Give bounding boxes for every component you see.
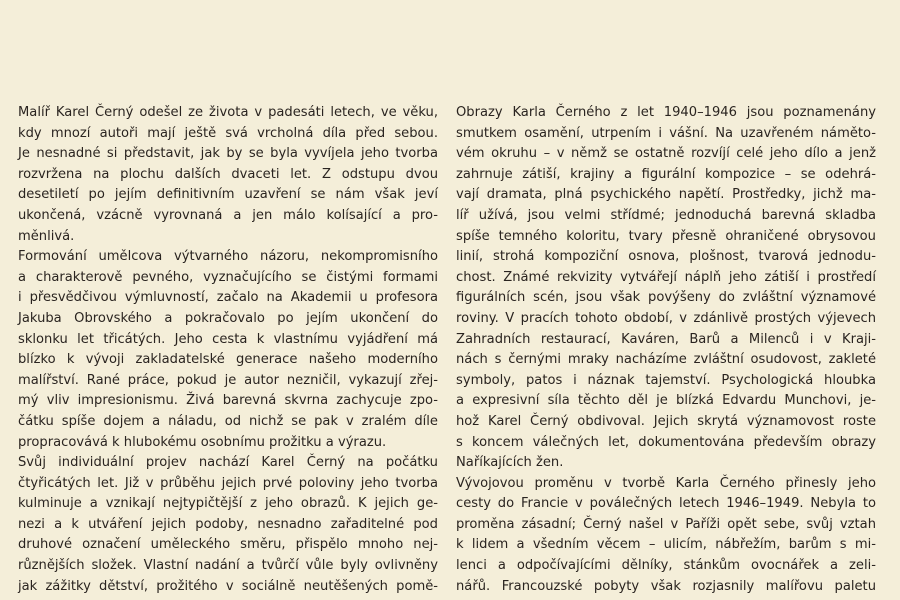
text-line: a expresivní síla těchto děl je blízká Edvardu Munchovi, je- [456,393,876,409]
text-line: vém okruhu – v němž se ostatně rozvíjí celé jeho dílo a jenž [456,146,876,162]
text-line: malířství. Rané práce, pokud je autor nezničil, vykazují zřej- [18,372,438,388]
text-line: roviny. V pracích tohoto období, v zdánlivě prostých výjevech [456,310,876,326]
text-line: s koncem válečných let, dokumentována především obrazy [456,434,876,450]
text-line: i přesvědčivou výmluvností, začalo na Akademii u profesora [18,290,438,306]
text-line: proměna zásadní; Černý našel v Paříži opět sebe, svůj vztah [456,516,876,532]
text-line: kdy mnozí autoři mají ještě svá vrcholná díla před sebou. [18,125,438,141]
text-line: Jakuba Obrovského a pokračovalo po jejím ukončení do [18,310,438,326]
right-text-column [456,103,876,597]
text-line: Formování umělcova výtvarného názoru, nekompromisního [18,249,438,265]
text-line: figurálních scén, jsou však povýšeny do zvláštní významové [456,290,876,306]
text-line: rozvržena na plochu dalších dvaceti let. Z odstupu dvou [18,166,438,182]
text-line: měnlivá. [18,228,75,244]
text-line: líř užívá, jsou velmi střídmé; jednoduchá barevná skladba [456,207,876,223]
text-line: nách s černými mraky nacházíme zvláštní osudovost, zakleté [456,352,876,368]
text-line: Malíř Karel Černý odešel ze života v padesáti letech, ve věku, [18,105,438,120]
text-line: čátku spíše dojem a náladu, od nichž se pak v zralém díle [18,413,438,429]
text-line: Vývojovou proměnu v tvorbě Karla Černého přinesly jeho [456,475,876,491]
text-line: čtyřicátých let. Již v průběhu jejich prvé poloviny jeho tvorba [18,475,438,491]
text-line: vají dramata, plná psychického napětí. Prostředky, jichž ma- [456,187,876,203]
text-line: a charakterově pevného, vyznačujícího se čistými formami [18,269,438,285]
text-line: hož Karel Černý obdivoval. Jejich skrytá významovost roste [456,413,876,429]
text-line: Naříkajících žen. [456,455,564,471]
text-line: smutkem osamění, utrpením i vášní. Na uzavřeném náměto- [456,125,876,141]
text-line: Svůj individuální projev nachází Karel Černý na počátku [18,455,438,471]
text-line: linií, strohá kompoziční osnova, plošnost, tvarová jednodu- [456,249,876,265]
text-line: blízko k vývoji zakladatelské generace našeho moderního [18,352,438,368]
text-line: zahrnuje zátiší, krajiny a figurální kompozice – se odehrá- [456,166,876,182]
text-line: spíše temného koloritu, tvary přesně ohraničené obrysovou [456,228,876,244]
text-line: cesty do Francie v poválečných letech 1946–1949. Nebyla to [456,496,876,512]
text-line: sklonku let třicátých. Jeho cesta k vlastnímu vyjádření má [18,331,438,347]
text-line: chost. Známé rekvizity vytvářejí náplň jeho zátiší i prostředí [456,269,876,285]
text-line: propracovává k hlubokému osobnímu prožitku a výrazu. [18,434,387,450]
text-line: nezi a k utváření jejich podoby, nesnadno zařaditelné pod [18,516,438,532]
text-line: lenci a odpočívajícími dělníky, stánkům ovocnářek a zeli- [456,558,876,574]
text-line: kulminuje a vznikají nejtypičtější z jeho obrazů. K jejich ge- [18,496,438,512]
text-line: Obrazy Karla Černého z let 1940–1946 jsou poznamenány [456,105,876,120]
text-line: jak zážitky dětství, prožitého v sociálně neutěšených pomě- [18,578,438,594]
text-line: nářů. Francouzské pobyty však rozjasnily malířovu paletu [456,578,876,594]
text-line: ukončená, vzácně vyrovnaná a jen málo kolísající a pro- [18,207,438,223]
text-line: desetiletí po jejím definitivním uzavření se nám však jeví [18,187,438,203]
text-line: symboly, patos i náznak tajemství. Psychologická hloubka [456,372,876,388]
text-line: Je nesnadné si představit, jak by se byla vyvíjela jeho tvorba [18,146,438,162]
text-line: mý vliv impresionismu. Živá barevná skvrna zachycuje zpo- [18,393,438,409]
left-text-column [18,103,438,597]
text-line: k lidem a všedním věcem – ulicím, nábřežím, barům s mi- [456,537,876,553]
text-line: Zahradních restaurací, Kaváren, Barů a Milenců i v Kraji- [456,331,876,347]
text-line: druhové označení uměleckého směru, přispělo mnoho nej- [18,537,438,553]
text-line: různějších složek. Vlastní nadání a tvůrčí vůle byly ovlivněny [18,558,438,574]
